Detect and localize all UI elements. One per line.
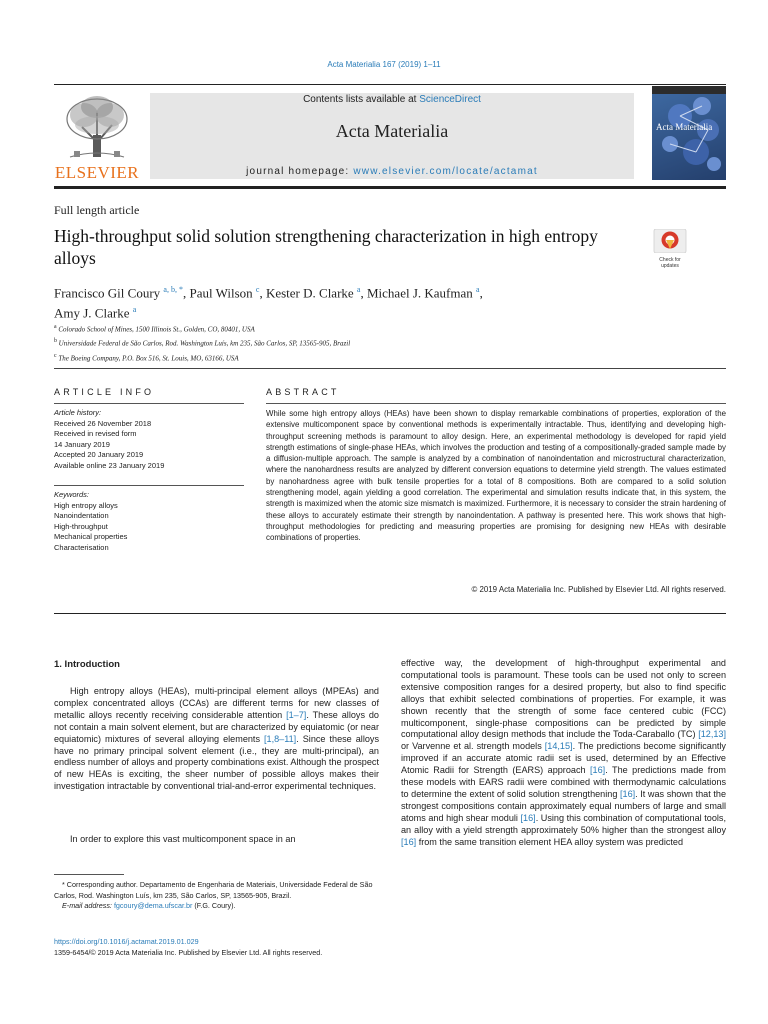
journal-name: Acta Materialia [335,121,449,141]
keyword: Mechanical properties [54,532,128,541]
journal-homepage-line: journal homepage: www.elsevier.com/locate/actamat [246,166,538,177]
affiliation-text: The Boeing Company, P.O. Box 516, St. Louis, MO, 63166, USA [58,353,239,362]
keyword: Nanoindentation [54,511,109,520]
affiliation [54,321,654,335]
history-label: Article history: [54,408,102,417]
citation-link[interactable]: [16] [401,836,417,847]
abstract-text: While some high entropy alloys (HEAs) have been shown to display remarkable combinations of properties, exploration of the extensive multicomponent space by conventional methods is experimentally intractable. Thus, identifying and developing high-throughput screening methods is paramount to alloy design. Here, an experimental methodology is developed for rapid yield strength estimations of single-phase HEAs, which involves the production and testing of a compositionally-graded sample made by a diffusion-multiple approach. The sample is analyzed by a combination of nanoindentation and microstructural characterization, where the nanohardness results are analyzed by different conversion equations to determine yield strength. The values estimated by nanohardness agree with bulk tensile properties for a total of 8 compositions. Both are compared to a solid solution strengthening model, again yielding a good correlation. The experimental and simulation results indicate that, in this system, the strength is maximized when the atomic size mismatch is maximized. Furthermore, it is necessary to consider the strain hardening of these alloys to accurately estimate their strength by nanoindentation. A pathway is presented here. This work shows that high-throughput methodologies for predicting and measuring properties are promising for designing new HEAs with desirable combinations of properties. [266,409,726,543]
article-title: High-throughput solid solution strengthening characterization in high entropy alloys [54,226,598,268]
journal-citation[interactable]: Acta Materialia 167 (2019) 1–11 [327,60,441,69]
affiliations [54,321,654,364]
article-info-heading: ARTICLE INFO [54,387,155,397]
doi-link[interactable]: https://doi.org/10.1016/j.actamat.2019.01.029 [54,937,199,946]
divider [54,186,726,189]
sciencedirect-link[interactable]: ScienceDirect [419,94,481,105]
divider [54,368,726,369]
keyword: High entropy alloys [54,500,118,510]
author-name[interactable]: Michael J. Kaufman [366,285,473,301]
footnote-divider [54,874,124,875]
author-name[interactable]: Francisco Gil Coury [54,285,161,301]
article-type: Full length article [54,203,140,217]
affiliation [54,335,654,349]
history-list [54,419,244,472]
cover-title: Acta Materialia [656,122,713,132]
body-paragraph: High entropy alloys (HEAs), multi-principal element alloys (MPEAs) and complex concentrated alloys (CCAs) are different terms for new classes of metallic alloys recently receiving considerable attention [1–7]. These alloys do not contain a main solvent element, but are characterized by equiatomic (or near equiatomic) mixtures of several alloying elements [1,8–11]. Since these alloys have no primary principal solvent element (i.e., they are multi-principal), an endless number of alloys and property combinations exist. Although the prospect of new HEAs is exciting, the sheer number of possible alloys makes their investigation intractable by conventional trial-and-error experimental techniques. [54,686,379,792]
citation-link[interactable]: [1,8–11] [264,733,297,744]
author-affiliation-marker[interactable]: a [356,285,361,294]
abstract-heading: ABSTRACT [266,387,340,397]
affiliation-marker: b [54,338,57,345]
divider [54,613,726,614]
issn-line: 1359-6454/© 2019 Acta Materialia Inc. Published by Elsevier Ltd. All rights reserved. [54,948,323,957]
affiliation [54,350,654,364]
history-entry: Received 26 November 2018 [54,418,152,428]
citation-link[interactable]: [1–7] [286,709,307,720]
crossmark-label: Check for updates [659,257,681,269]
history-entry: Accepted 20 January 2019 [54,450,144,459]
author-name[interactable]: Kester D. Clarke [265,285,354,301]
author-name[interactable]: Paul Wilson [189,285,253,301]
keywords [54,490,244,553]
divider [54,84,726,85]
keywords-label: Keywords: [54,490,90,499]
journal-homepage-link[interactable]: www.elsevier.com/locate/actamat [353,166,538,177]
keyword: Characterisation [54,542,109,552]
citation-link[interactable]: [16] [520,812,536,823]
corresponding-author-note: * Corresponding author. Departamento de Engenharia de Materiais, Universidade Federal de São Carlos, Rod. Washington Luís, km 235, São Carlos, SP, 13565-905, Brazil. [54,880,373,900]
keyword-list [54,501,244,554]
divider [54,485,244,486]
author-affiliation-marker[interactable]: a [476,285,480,294]
affiliation-text: Colorado School of Mines, 1500 Illinois St., Golden, CO, 80401, USA [58,325,255,334]
divider [54,403,244,404]
section-heading: 1. Introduction [54,659,120,670]
journal-cover-image[interactable] [652,86,726,180]
journal-cover-icon [652,86,726,180]
history-entry: Available online 23 January 2019 [54,460,165,470]
footnote [54,880,379,912]
author-affiliation-marker[interactable]: c [255,285,260,294]
citation-link[interactable]: [12,13] [698,729,726,740]
elsevier-logo[interactable] [54,91,140,181]
divider [266,403,726,404]
citation-link[interactable]: [16] [590,765,606,776]
elsevier-wordmark: ELSEVIER [54,163,140,182]
history-entry: 14 January 2019 [54,439,110,449]
author-affiliation-marker[interactable]: a, b, * [163,285,183,294]
affiliation-text: Universidade Federal de São Carlos, Rod. Washington Luís, km 235, São Carlos, SP, 13565-905, Brazil [58,339,351,348]
author-name[interactable]: Amy J. Clarke [54,305,130,321]
citation-link[interactable]: [14,15] [544,741,573,752]
abstract-copyright: © 2019 Acta Materialia Inc. Published by Elsevier Ltd. All rights reserved. [471,585,726,594]
crossmark-button[interactable] [652,229,688,267]
contents-lists-line: Contents lists available at ScienceDirect [303,94,481,105]
affiliation-marker: c [54,352,57,359]
citation-link[interactable]: [16] [619,788,636,799]
body-paragraph: effective way, the development of high-throughput experimental and computational tools is paramount. These tools can be used not only to screen extensive composition ranges for a desired property, but also to find specific alloys that exhibit selected combinations of properties. For example, it was shown recently that the strength of some face centered cubic (FCC) multicomponent, single-phase compositions can be predicted by simple computational alloy design methods that include the Toda-Caraballo (TC) [12,13] or Varvenne et al. strength models [14,15]. The predictions become significantly improved if an accurate atomic radii set is used, determined by an Effective Atomic Radii for Strength (EARS) approach [16]. The predictions made from these models with EARS radii were combined with thermodynamic calculations to determine the extent of solid solution strengthening [16]. It was shown that the strongest compositions contain approximately equal numbers of large and small atoms and high shear moduli [16]. Using this combination of computational tools, an alloy with a yield strength approximately 50% higher than the strongest alloy [16] from the same transition element HEA alloy system was predicted [401,658,727,847]
email-link[interactable]: fgcoury@dema.ufscar.br [113,901,193,910]
history-entry: Received in revised form [54,429,137,438]
affiliation-marker: a [54,324,57,330]
crossmark-icon [652,229,688,253]
email-line: E-mail address: fgcoury@dema.ufscar.br (F.G. Coury). [62,901,236,910]
author-affiliation-marker[interactable]: a [132,305,137,315]
article-history [54,408,244,471]
body-paragraph: In order to explore this vast multicomponent space in an [70,834,296,844]
author-list: Francisco Gil Coury $^{a, b, *}$, Paul Wilson $^c$, Kester D. Clarke $^a$, Michael J. Kaufman $^a$, Amy J. Clarke $^a$ [54,285,483,321]
keyword: High-throughput [54,521,108,531]
